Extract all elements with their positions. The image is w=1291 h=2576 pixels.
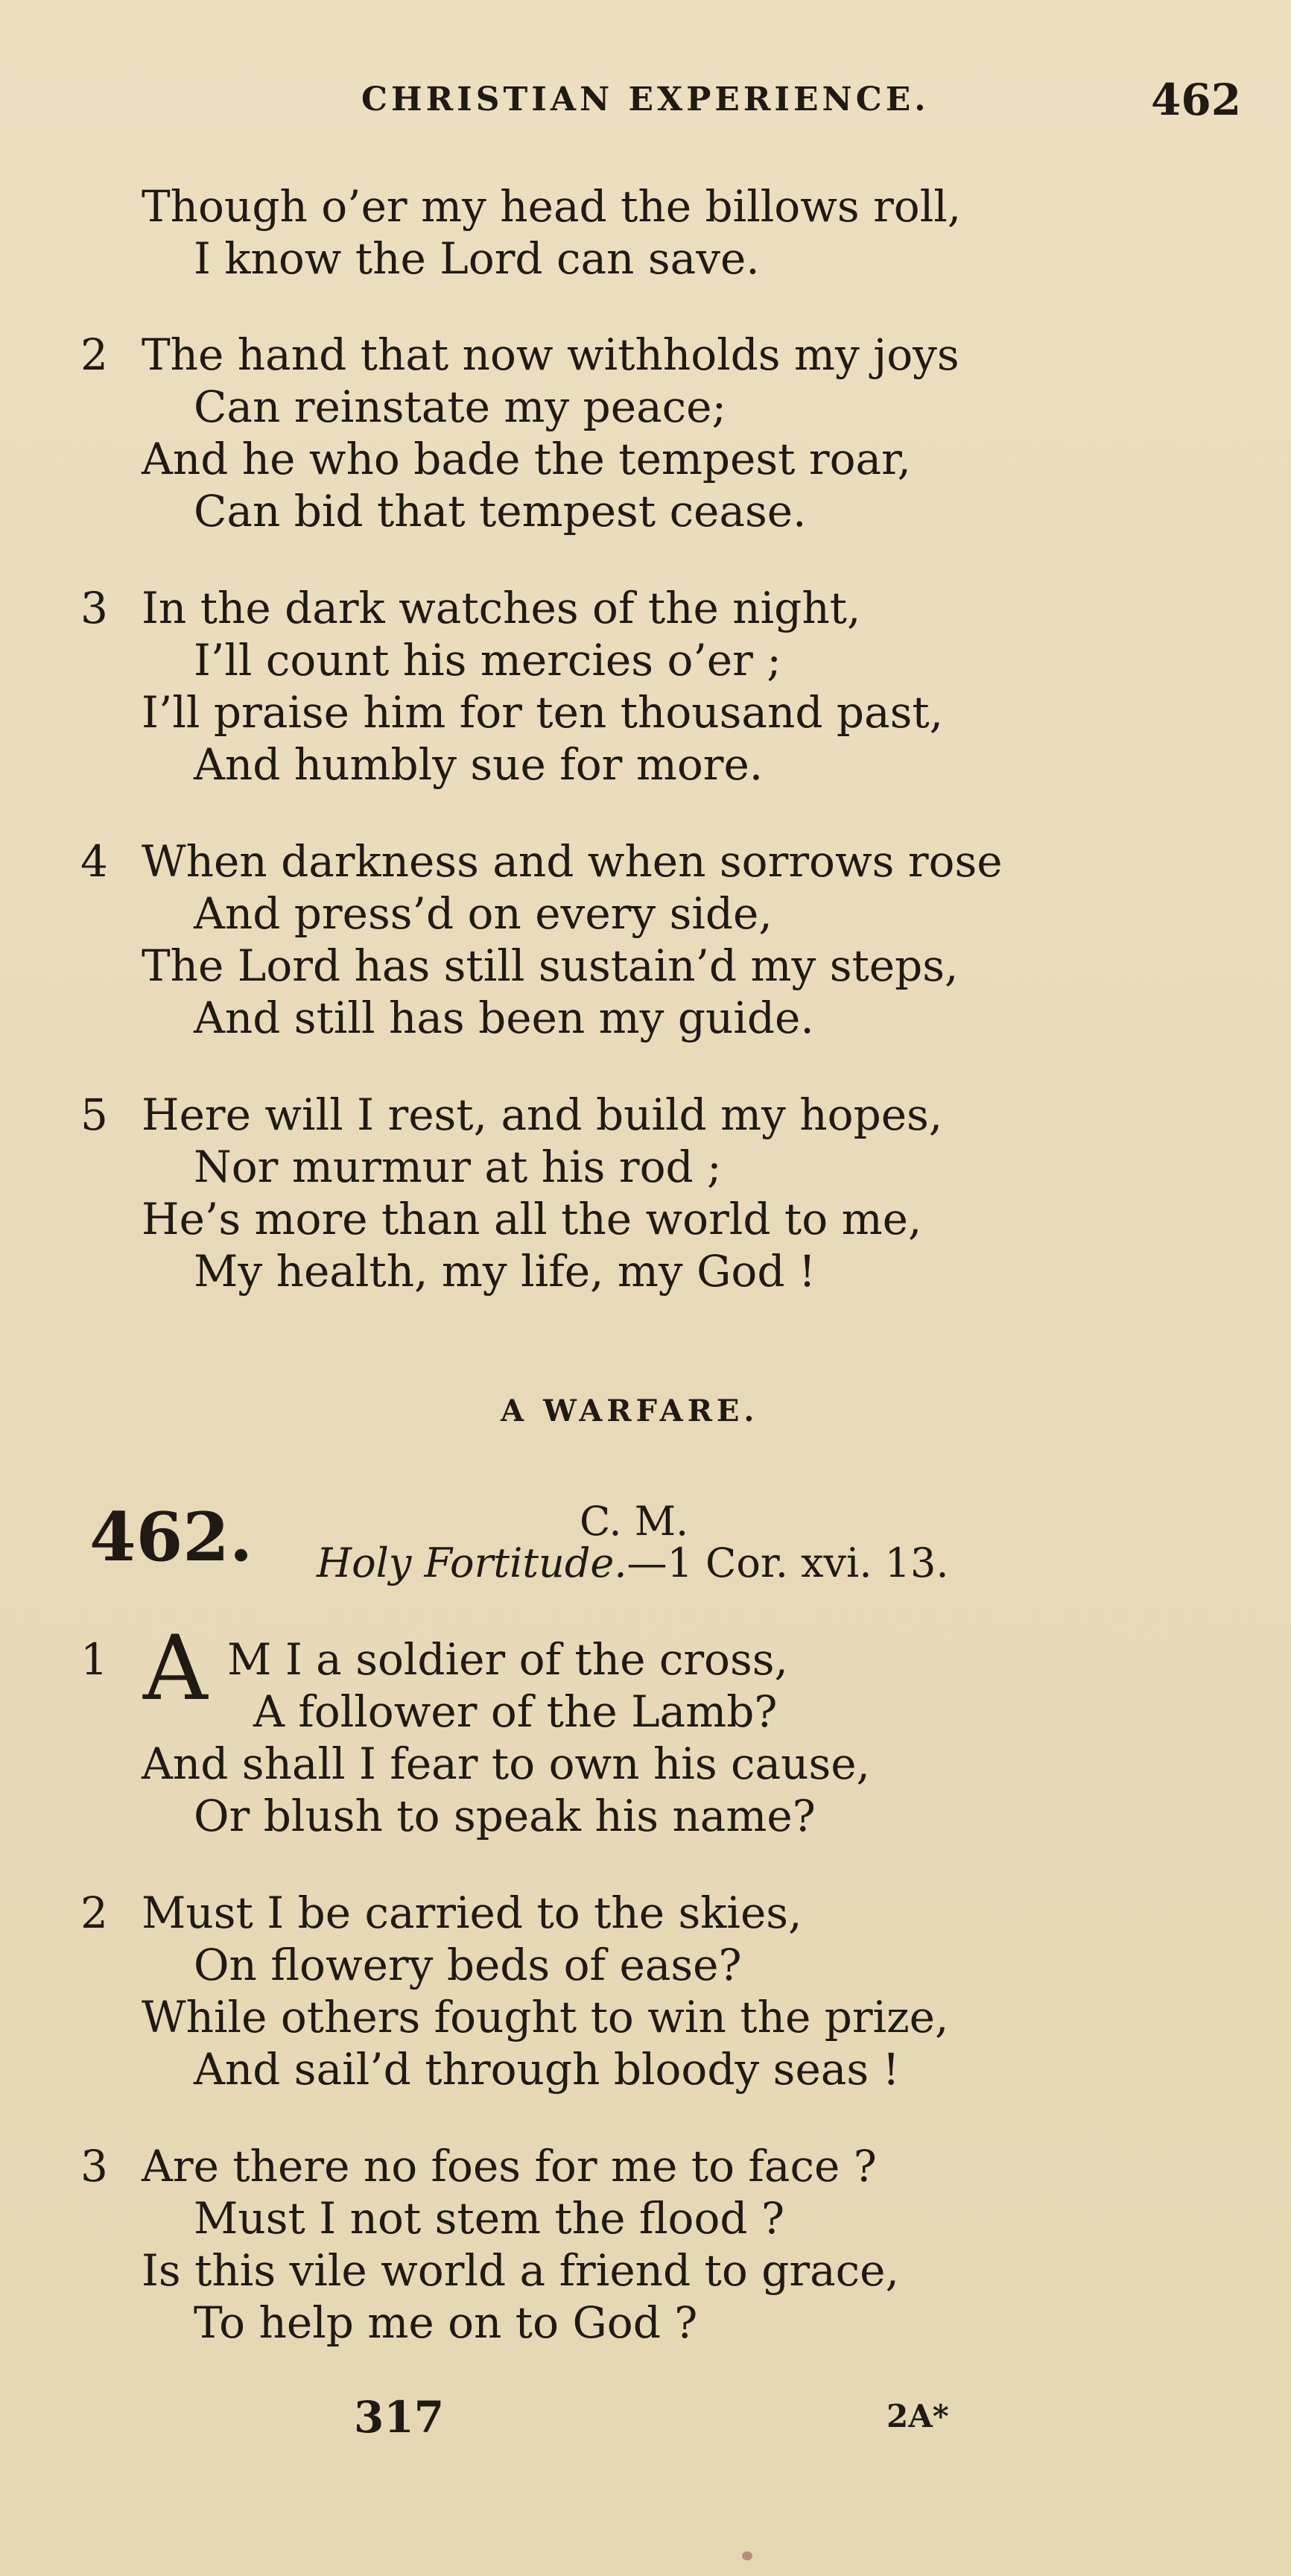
verse-line: Is this vile world a friend to grace, bbox=[142, 2245, 899, 2296]
verse-line: Or blush to speak his name? bbox=[194, 1791, 816, 1841]
verse-line: I’ll praise him for ten thousand past, bbox=[142, 687, 944, 738]
verse-line: Must I be carried to the skies, bbox=[142, 1887, 802, 1938]
verse-line: Are there no foes for me to face ? bbox=[142, 2141, 877, 2192]
verse-line: And sail’d through bloody seas ! bbox=[194, 2044, 900, 2095]
verse-line: Though o’er my head the billows roll, bbox=[142, 181, 962, 232]
verse-line: The hand that now withholds my joys bbox=[142, 329, 959, 380]
verse-line: And press’d on every side, bbox=[194, 888, 773, 939]
verse-line: And humbly sue for more. bbox=[194, 739, 764, 790]
hymn-number: 462. bbox=[89, 1498, 253, 1577]
drop-cap: A bbox=[143, 1617, 208, 1721]
verse-line: And shall I fear to own his cause, bbox=[142, 1738, 870, 1789]
hymn-subtitle-reference: —1 Cor. xvi. 13. bbox=[627, 1539, 949, 1586]
verse-line: Can bid that tempest cease. bbox=[194, 486, 807, 537]
verse-number: 5 bbox=[80, 1089, 108, 1140]
verse-line: Can reinstate my peace; bbox=[194, 382, 727, 432]
footer-page-number: 317 bbox=[354, 2392, 445, 2443]
verse-number: 2 bbox=[80, 1887, 108, 1938]
verse-line: In the dark watches of the night, bbox=[142, 583, 861, 633]
signature-mark: 2A* bbox=[886, 2398, 949, 2434]
verse-line: To help me on to God ? bbox=[194, 2297, 698, 2348]
verse-line: M I a soldier of the cross, bbox=[227, 1634, 788, 1685]
hymn-subtitle bbox=[317, 1539, 949, 1586]
verse-line: I know the Lord can save. bbox=[194, 233, 760, 284]
verse-line: My health, my life, my God ! bbox=[194, 1246, 816, 1297]
verse-line: The Lord has still sustain’d my steps, bbox=[142, 940, 959, 991]
verse-line: When darkness and when sorrows rose bbox=[142, 836, 1003, 887]
verse-line: A follower of the Lamb? bbox=[253, 1686, 778, 1737]
section-title: A WARFARE. bbox=[501, 1393, 759, 1428]
verse-line: And he who bade the tempest roar, bbox=[142, 434, 911, 484]
hymn-meter: C. M. bbox=[580, 1498, 689, 1545]
verse-number: 4 bbox=[80, 836, 108, 887]
verse-line: Must I not stem the flood ? bbox=[194, 2193, 785, 2244]
verse-line: He’s more than all the world to me, bbox=[142, 1194, 922, 1244]
verse-line: I’ll count his mercies o’er ; bbox=[194, 635, 781, 686]
running-head: CHRISTIAN EXPERIENCE. bbox=[361, 80, 930, 118]
hymn-page-number: 462 bbox=[1151, 75, 1242, 125]
hymn-subtitle-title: Holy Fortitude. bbox=[317, 1539, 627, 1586]
verse-line: And still has been my guide. bbox=[194, 993, 814, 1043]
verse-line: Here will I rest, and build my hopes, bbox=[142, 1089, 943, 1140]
verse-line: While others fought to win the prize, bbox=[142, 1992, 949, 2042]
ink-blot bbox=[742, 2551, 752, 2560]
verse-line: Nor murmur at his rod ; bbox=[194, 1142, 722, 1192]
verse-line: On flowery beds of ease? bbox=[194, 1940, 742, 1990]
verse-number: 2 bbox=[80, 329, 108, 380]
verse-number: 3 bbox=[80, 2141, 108, 2192]
verse-number: 3 bbox=[80, 583, 108, 633]
verse-number: 1 bbox=[80, 1634, 108, 1685]
